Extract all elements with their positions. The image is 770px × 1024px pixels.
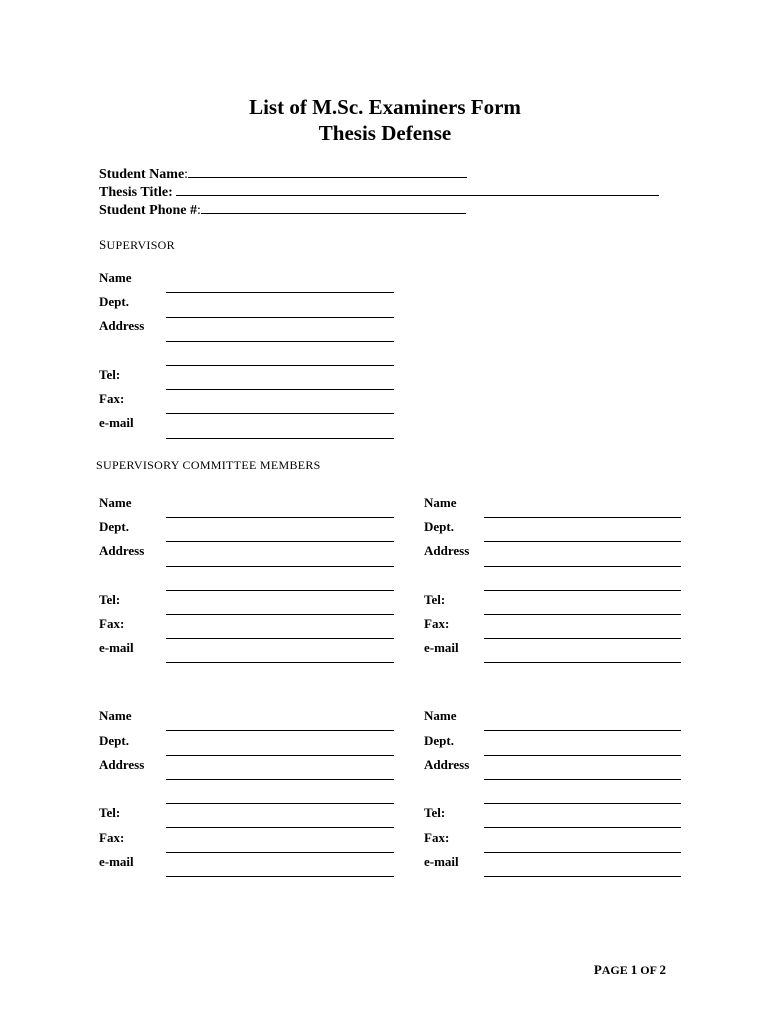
supervisor-tel-label: Tel: [99,367,121,382]
member-1-email-label: e-mail [99,640,134,655]
supervisor-address-field-2[interactable] [166,365,394,366]
student-name-field[interactable] [188,164,467,178]
member-4-address-field-2[interactable] [484,803,681,804]
member-4-tel-label: Tel: [424,805,446,820]
member-2-email-field[interactable] [484,662,681,663]
member-4-name-label: Name [424,708,457,723]
thesis-title-label: Thesis Title: [99,185,173,200]
member-3-dept-field[interactable] [166,755,394,756]
student-name-row [99,164,659,182]
member-1-name-field[interactable] [166,517,394,518]
supervisor-name-field[interactable] [166,292,394,293]
member-1-email-field[interactable] [166,662,394,663]
member-2-name-label: Name [424,495,457,510]
member-3-fax-label: Fax: [99,830,125,845]
member-3-tel-field[interactable] [166,827,394,828]
member-3-address-field-1[interactable] [166,779,394,780]
member-4-name-field[interactable] [484,730,681,731]
thesis-title-row [99,182,659,200]
member-4-dept-label: Dept. [424,733,454,748]
supervisor-fax-label: Fax: [99,391,125,406]
member-3-dept-label: Dept. [99,733,129,748]
supervisor-email-label: e-mail [99,415,134,430]
member-3-email-label: e-mail [99,854,134,869]
member-2-dept-label: Dept. [424,519,454,534]
supervisor-dept-field[interactable] [166,317,394,318]
member-1-dept-field[interactable] [166,541,394,542]
supervisor-heading: SUPERVISOR [99,237,175,252]
member-2-address-label: Address [424,543,470,558]
member-1-address-label: Address [99,543,145,558]
member-3-fax-field[interactable] [166,852,394,853]
member-1-fax-label: Fax: [99,616,125,631]
member-4-fax-label: Fax: [424,830,450,845]
supervisor-name-label: Name [99,270,132,285]
member-2-address-field-1[interactable] [484,566,681,567]
member-4-dept-field[interactable] [484,755,681,756]
member-4-email-field[interactable] [484,876,681,877]
student-phone-row [99,200,659,218]
member-2-tel-label: Tel: [424,592,446,607]
member-4-address-field-1[interactable] [484,779,681,780]
member-4-fax-field[interactable] [484,852,681,853]
member-1-address-field-2[interactable] [166,590,394,591]
member-1-tel-label: Tel: [99,592,121,607]
member-2-name-field[interactable] [484,517,681,518]
supervisor-dept-label: Dept. [99,294,129,309]
member-3-address-field-2[interactable] [166,803,394,804]
supervisor-address-field-1[interactable] [166,341,394,342]
member-1-address-field-1[interactable] [166,566,394,567]
page-number: PAGE 1 OF 2 [593,962,666,977]
member-4-email-label: e-mail [424,854,459,869]
student-info [99,164,659,218]
student-phone-field[interactable] [201,200,466,214]
supervisor-email-field[interactable] [166,438,394,439]
member-4-address-label: Address [424,757,470,772]
student-phone-label: Student Phone # [99,203,198,218]
committee-heading: SUPERVISORY COMMITTEE MEMBERS [96,458,321,472]
member-3-address-label: Address [99,757,145,772]
member-1-fax-field[interactable] [166,638,394,639]
title-line-2: Thesis Defense [318,121,452,145]
member-2-email-label: e-mail [424,640,459,655]
member-1-dept-label: Dept. [99,519,129,534]
member-2-tel-field[interactable] [484,614,681,615]
member-3-name-field[interactable] [166,730,394,731]
student-name-colon: : [184,167,189,182]
member-1-tel-field[interactable] [166,614,394,615]
member-2-fax-field[interactable] [484,638,681,639]
supervisor-address-label: Address [99,318,145,333]
member-3-tel-label: Tel: [99,805,121,820]
member-2-fax-label: Fax: [424,616,450,631]
student-name-label: Student Name [99,167,185,182]
member-3-name-label: Name [99,708,132,723]
title-line-1: List of M.Sc. Examiners Form [249,95,521,119]
student-phone-colon: : [197,203,201,218]
form-title [0,94,770,146]
member-1-name-label: Name [99,495,132,510]
thesis-title-field[interactable] [176,182,659,196]
member-3-email-field[interactable] [166,876,394,877]
member-2-dept-field[interactable] [484,541,681,542]
supervisor-tel-field[interactable] [166,389,394,390]
member-2-address-field-2[interactable] [484,590,681,591]
member-4-tel-field[interactable] [484,827,681,828]
supervisor-fax-field[interactable] [166,413,394,414]
